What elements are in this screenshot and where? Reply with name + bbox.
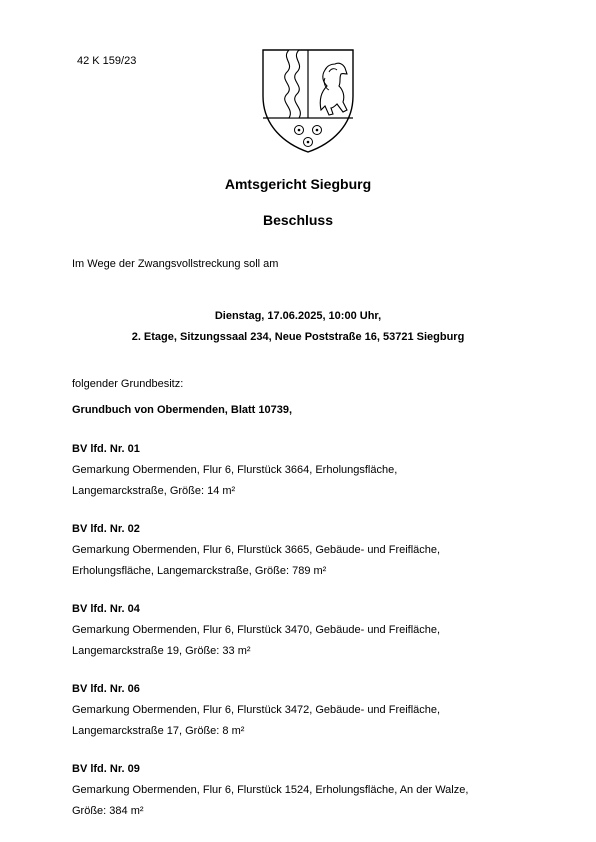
parcel-item <box>72 439 542 502</box>
parcel-description: Langemarckstraße 19, Größe: 33 m² <box>72 645 251 657</box>
parcel-description: Erholungsfläche, Langemarckstraße, Größe: 789 m² <box>72 565 327 577</box>
parcel-item <box>72 599 542 662</box>
parcel-item <box>72 519 542 582</box>
file-number: 42 K 159/23 <box>77 55 137 67</box>
coat-of-arms-icon <box>259 48 357 154</box>
appointment-block <box>0 306 596 348</box>
parcel-title: BV lfd. Nr. 01 <box>72 443 140 455</box>
parcel-description: Langemarckstraße 17, Größe: 8 m² <box>72 725 245 737</box>
parcel-description: Gemarkung Obermenden, Flur 6, Flurstück 1524, Erholungsfläche, An der Walze, <box>72 784 469 796</box>
section-label: folgender Grundbesitz: <box>72 378 184 390</box>
parcel-description: Gemarkung Obermenden, Flur 6, Flurstück 3472, Gebäude- und Freifläche, <box>72 704 441 716</box>
parcel-title: BV lfd. Nr. 06 <box>72 683 140 695</box>
parcel-description: Gemarkung Obermenden, Flur 6, Flurstück 3664, Erholungsfläche, <box>72 464 398 476</box>
parcel-item <box>72 759 542 822</box>
parcel-title: BV lfd. Nr. 09 <box>72 763 140 775</box>
parcel-list <box>72 439 542 839</box>
parcel-description: Größe: 384 m² <box>72 805 144 817</box>
court-name: Amtsgericht Siegburg <box>224 176 372 192</box>
parcel-description: Gemarkung Obermenden, Flur 6, Flurstück 3665, Gebäude- und Freifläche, <box>72 544 441 556</box>
document-type-heading: Beschluss <box>262 212 334 228</box>
parcel-description: Gemarkung Obermenden, Flur 6, Flurstück 3470, Gebäude- und Freifläche, <box>72 624 441 636</box>
appointment-place: 2. Etage, Sitzungssaal 234, Neue Poststraße 16, 53721 Siegburg <box>131 331 465 343</box>
parcel-item <box>72 679 542 742</box>
appointment-date: Dienstag, 17.06.2025, 10:00 Uhr, <box>214 310 382 322</box>
parcel-title: BV lfd. Nr. 02 <box>72 523 140 535</box>
grundbuch-heading: Grundbuch von Obermenden, Blatt 10739, <box>72 404 293 416</box>
parcel-title: BV lfd. Nr. 04 <box>72 603 140 615</box>
parcel-description: Langemarckstraße, Größe: 14 m² <box>72 485 236 497</box>
intro-text: Im Wege der Zwangsvollstreckung soll am <box>72 258 279 270</box>
